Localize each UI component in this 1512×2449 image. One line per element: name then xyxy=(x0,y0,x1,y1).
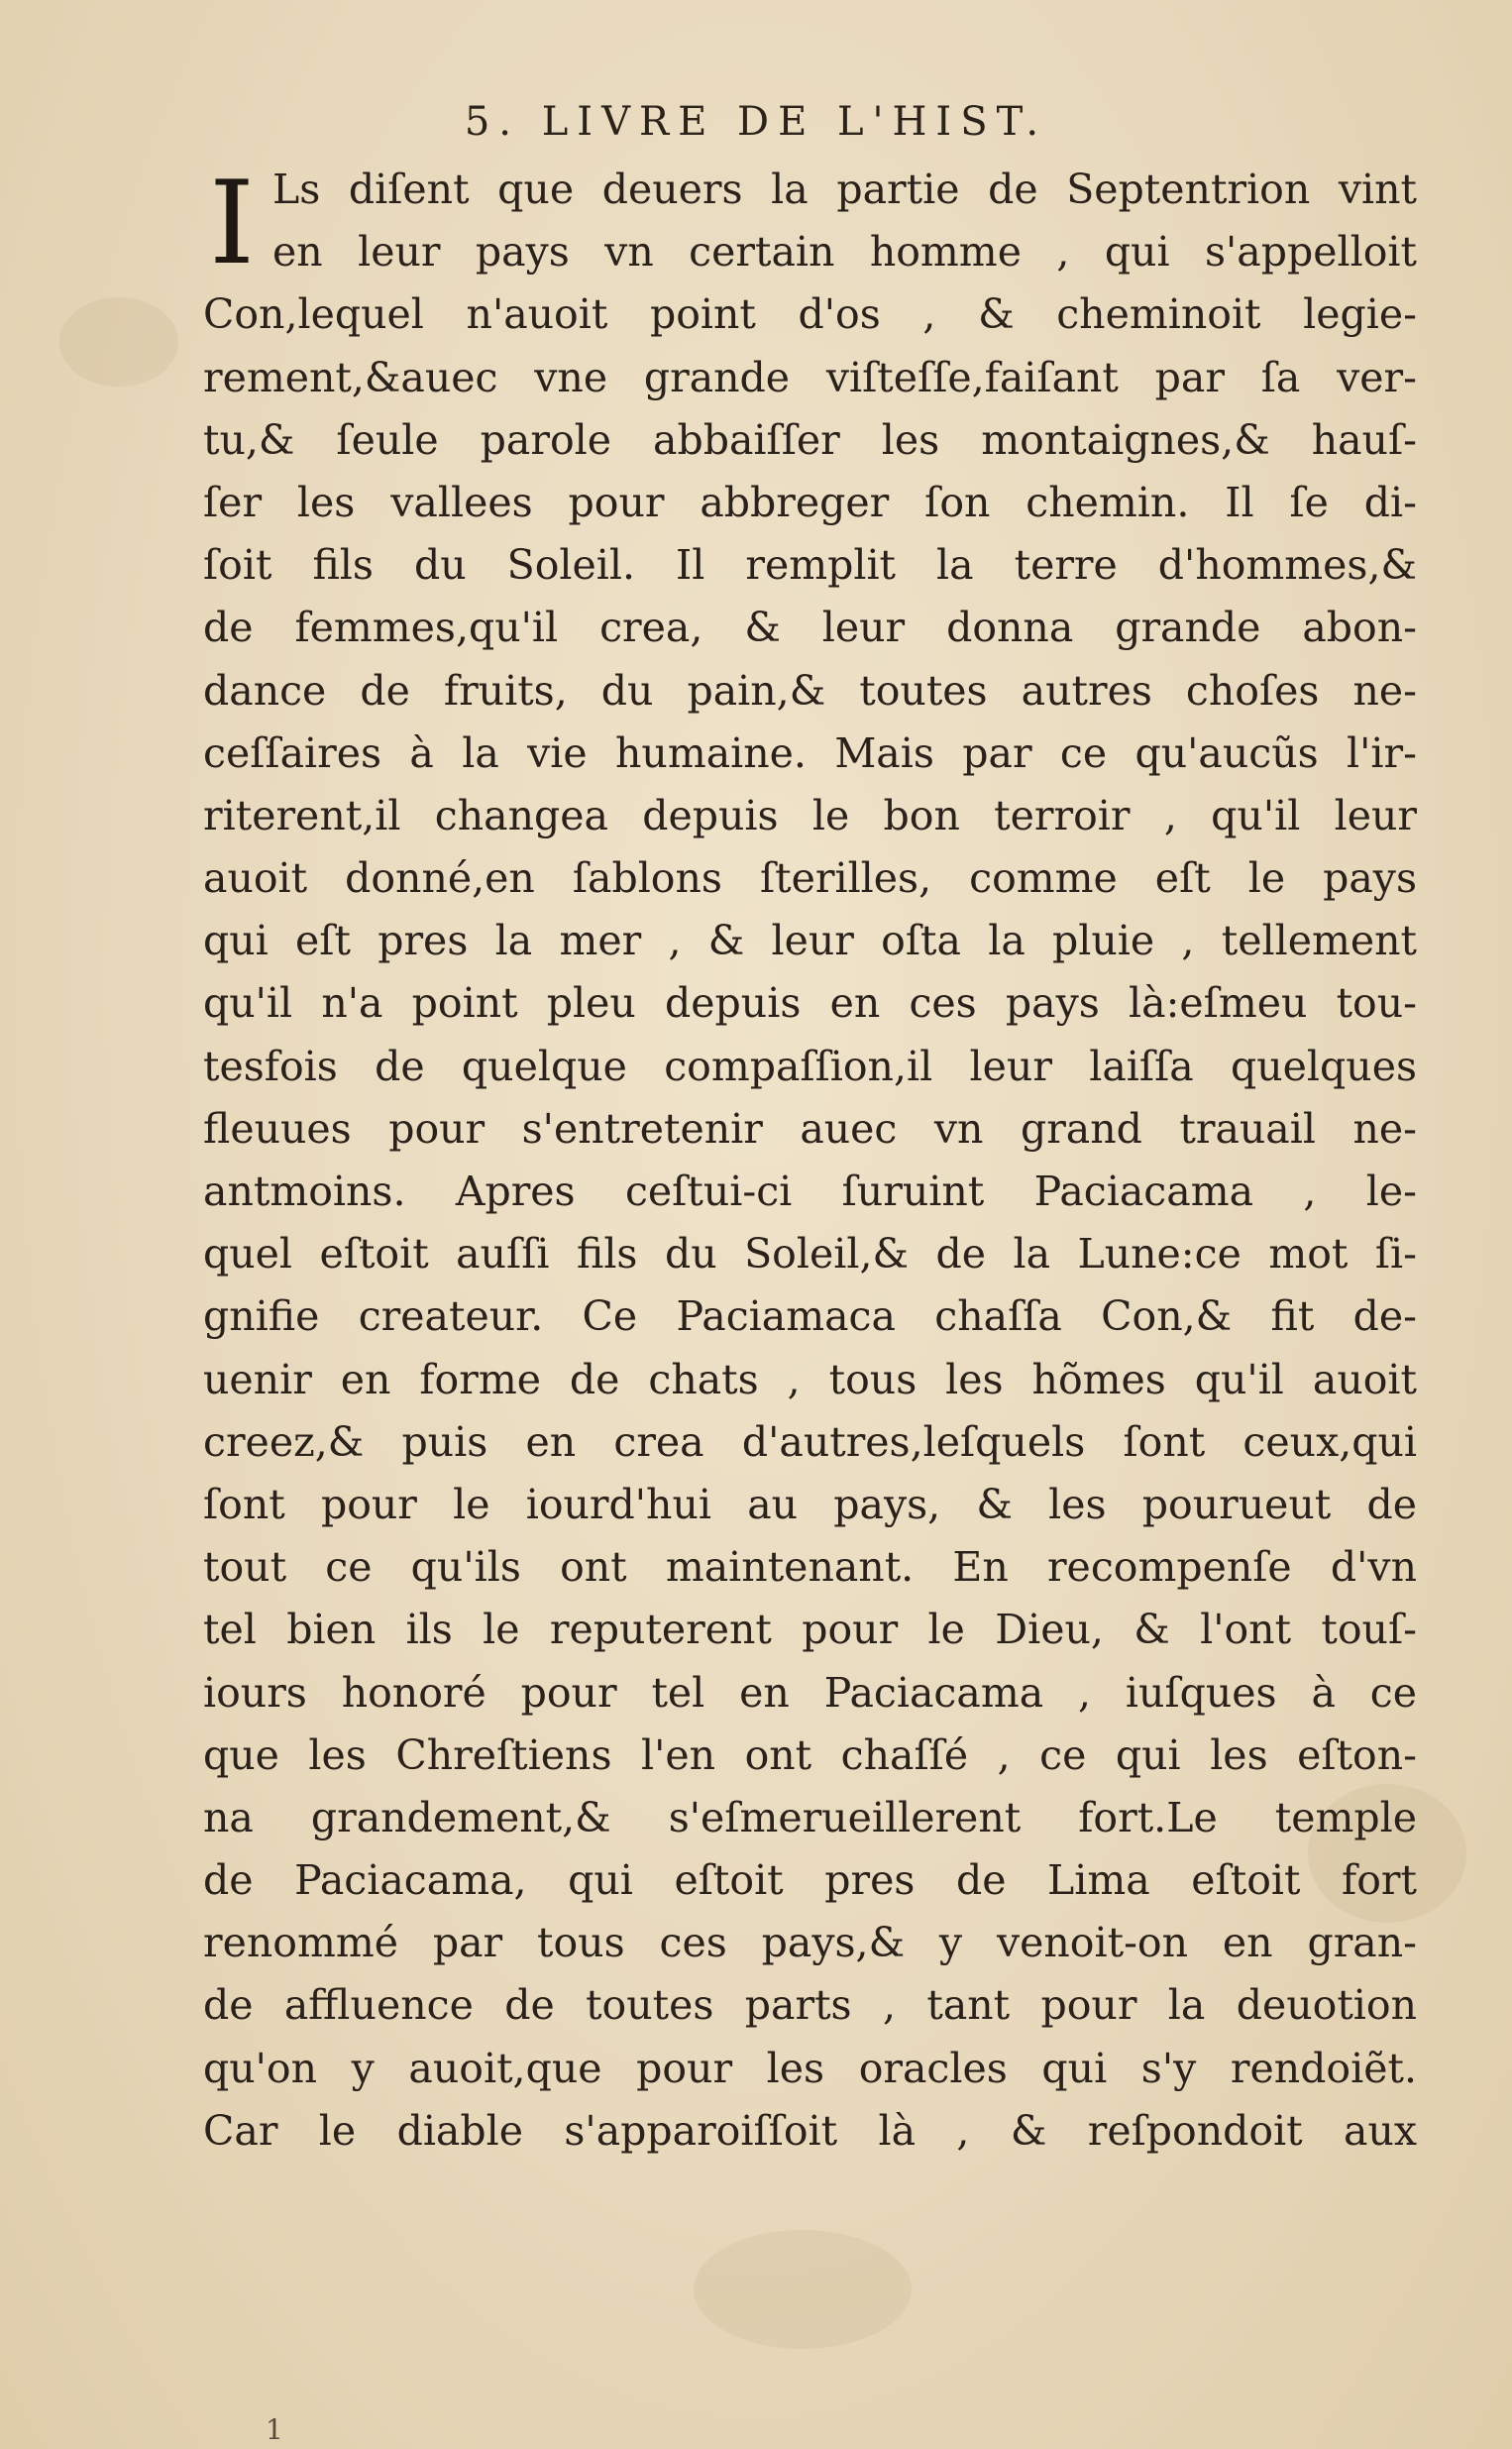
text-line: Con,lequel n'auoit point d'os , & cheminoit legie- xyxy=(203,290,1417,339)
text-line: riterent,il changea depuis le bon terroir , qu'il leur xyxy=(203,791,1417,839)
text-line: de Paciacama, qui eſtoit pres de Lima eſtoit fort xyxy=(203,1856,1417,1905)
signature-mark: 1 xyxy=(266,2413,283,2446)
running-head: 5. LIVRE DE L'HIST. xyxy=(464,99,1048,145)
text-line: renommé par tous ces pays,& y venoit-on en gran- xyxy=(203,1919,1417,1967)
paper-stain xyxy=(694,2230,912,2349)
text-line: tel bien ils le reputerent pour le Dieu, & l'ont touſ- xyxy=(203,1606,1417,1654)
text-line: rement,&auec vne grande viſteſſe,faiſant par ſa ver- xyxy=(203,353,1417,401)
text-line: que les Chreſtiens l'en ont chaſſé , ce qui les eſton- xyxy=(203,1730,1417,1779)
body-text xyxy=(203,159,1417,2163)
text-line: ſoit fils du Soleil. Il remplit la terre d'hommes,& xyxy=(203,541,1417,590)
text-line: Car le diable s'apparoiſſoit là , & reſpondoit aux xyxy=(203,2106,1417,2155)
text-line: ſont pour le iourd'hui au pays, & les pourueut de xyxy=(203,1480,1417,1528)
text-line: dance de fruits, du pain,& toutes autres choſes ne- xyxy=(203,666,1417,715)
text-line: de femmes,qu'il crea, & leur donna grande abon- xyxy=(203,604,1417,652)
text-line: qu'il n'a point pleu depuis en ces pays là:eſmeu tou- xyxy=(203,979,1417,1028)
text-line: qui eſt pres la mer , & leur oſta la pluie , tellement xyxy=(203,917,1417,965)
paper-stain xyxy=(59,297,178,387)
text-line: auoit donné,en ſablons ſterilles, comme eſt le pays xyxy=(203,854,1417,903)
text-line: gnifie createur. Ce Paciamaca chaſſa Con,& fit de- xyxy=(203,1292,1417,1341)
text-line: en leur pays vn certain homme , qui s'appelloit xyxy=(272,228,1417,277)
drop-cap: I xyxy=(209,157,255,290)
text-line: tu,& ſeule parole abbaiſſer les montaignes,& hauſ- xyxy=(203,415,1417,464)
text-line: qu'on y auoit,que pour les oracles qui s'y rendoiẽt. xyxy=(203,2044,1417,2092)
text-line: ceſſaires à la vie humaine. Mais par ce qu'aucũs l'ir- xyxy=(203,728,1417,777)
text-line: antmoins. Apres ceſtui-ci ſuruint Paciacama , le- xyxy=(203,1168,1417,1215)
text-line: tout ce qu'ils ont maintenant. En recompenſe d'vn xyxy=(203,1543,1417,1592)
text-line: ſer les vallees pour abbreger ſon chemin. Il ſe di- xyxy=(203,478,1417,526)
text-line: na grandement,& s'eſmerueillerent fort.Le temple xyxy=(203,1793,1417,1841)
text-line: quel eſtoit auſſi fils du Soleil,& de la Lune:ce mot ſi- xyxy=(203,1230,1417,1279)
text-line: Ls diſent que deuers la partie de Septentrion vint xyxy=(272,166,1417,213)
text-line: tesfois de quelque compaſſion,il leur laiſſa quelques xyxy=(203,1042,1417,1090)
text-line: creez,& puis en crea d'autres,leſquels ſont ceux,qui xyxy=(203,1417,1417,1466)
text-line: fleuues pour s'entretenir auec vn grand trauail ne- xyxy=(203,1104,1417,1153)
text-line: de affluence de toutes parts , tant pour la deuotion xyxy=(203,1981,1417,2030)
text-line: uenir en forme de chats , tous les hõmes qu'il auoit xyxy=(203,1355,1417,1403)
text-line: iours honoré pour tel en Paciacama , iuſques à ce xyxy=(203,1668,1417,1717)
